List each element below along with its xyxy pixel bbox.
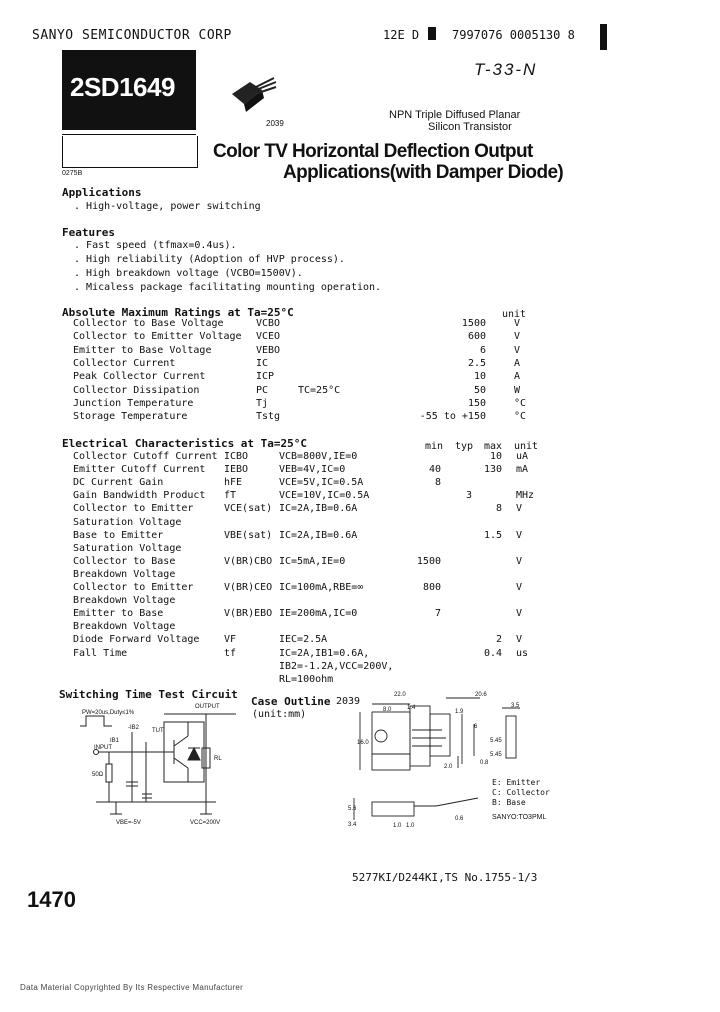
dim-0-8: 0.8 (480, 760, 489, 766)
company-name: SANYO SEMICONDUCTOR CORP (32, 28, 232, 43)
elec-row (0, 490, 560, 503)
dim-5-45-b: 5.45 (490, 752, 502, 758)
abs-max-param: Peak Collector Current (73, 371, 206, 383)
elec-param: Diode Forward Voltage (73, 634, 200, 646)
handwritten-note: T-33-N (474, 60, 538, 79)
elec-min: 40 (428, 464, 441, 476)
elec-unit-header: unit (514, 441, 539, 452)
elec-min: 1500 (416, 555, 441, 567)
elec-symbol: V(BR)CEO (224, 582, 273, 593)
elec-row (0, 608, 560, 621)
elec-row (0, 451, 560, 464)
elec-symbol: fT (224, 490, 237, 502)
transistor-type-line2: Silicon Transistor (428, 121, 512, 133)
elec-min: 7 (434, 608, 441, 620)
elec-condition: VCE=5V,IC=0.5A (279, 477, 364, 489)
elec-param: Collector to Base (73, 555, 176, 567)
case-outline-heading: Case Outline (251, 695, 331, 708)
circuit-output-label: OUTPUT (195, 704, 220, 710)
elec-symbol: ICBO (224, 451, 249, 462)
elec-row (0, 477, 560, 490)
elec-param: DC Current Gain (73, 477, 164, 489)
abs-max-unit: V (514, 344, 521, 356)
abs-max-value: 600 (467, 331, 486, 343)
circuit-vcc-label: VCC=200V (190, 820, 221, 826)
case-outline-code: 2039 (336, 696, 361, 707)
abs-max-param: Storage Temperature (73, 411, 188, 423)
elec-max: 130 (483, 464, 502, 476)
abs-max-symbol: VEBO (256, 344, 281, 356)
circuit-ib2-label: -IB2 (128, 725, 140, 731)
package-name: SANYO:TO3PML (492, 814, 547, 821)
abs-max-param: Collector Dissipation (73, 384, 200, 396)
abs-max-row (0, 318, 560, 331)
part-box-lower (62, 136, 198, 168)
part-number-box (62, 50, 196, 130)
elec-unit: V (516, 529, 523, 541)
switching-circuit-diagram (76, 702, 246, 832)
abs-max-unit: °C (514, 411, 527, 423)
copyright-notice: Data Material Copyrighted By Its Respective Manufacturer (20, 983, 244, 992)
dim-1-9: 1.9 (455, 709, 464, 715)
elec-symbol: V(BR)EBO (224, 608, 273, 620)
elec-row (0, 543, 560, 556)
abs-max-symbol: VCBO (256, 318, 281, 329)
elec-row (0, 634, 560, 647)
elec-unit: V (516, 608, 523, 620)
abs-max-symbol: VCEO (256, 331, 281, 343)
elec-condition: IE=200mA,IC=0 (279, 608, 358, 620)
elec-max: 10 (489, 451, 502, 462)
legend-collector: C: Collector (492, 788, 550, 797)
small-code: 0275B (62, 170, 83, 177)
elec-unit: V (516, 503, 523, 515)
feature-item: . High breakdown voltage (VCBO=1500V). (74, 268, 303, 279)
dim-5-45-a: 5.45 (490, 738, 502, 744)
dim-0-6: 0.6 (455, 816, 464, 822)
elec-row (0, 517, 560, 530)
abs-max-value: 1500 (461, 318, 486, 329)
elec-param: Emitter Cutoff Current (73, 464, 206, 476)
circuit-rl-label: RL (214, 756, 222, 762)
dim-5-6: 5.6 (348, 806, 357, 812)
abs-max-param: Collector to Emitter Voltage (73, 331, 242, 343)
abs-max-row (0, 398, 560, 411)
abs-max-unit: A (514, 357, 521, 369)
circuit-ib1-label: IB1 (110, 738, 120, 744)
part-box-divider (62, 134, 196, 135)
abs-max-row (0, 331, 560, 344)
abs-max-row (0, 371, 560, 384)
elec-symbol: hFE (224, 477, 243, 489)
elec-min: 800 (422, 582, 441, 593)
abs-max-value: 50 (473, 384, 486, 396)
abs-max-value: 10 (473, 371, 486, 383)
page-number: 1470 (27, 887, 76, 912)
case-outline-unit: (unit:mm) (252, 709, 307, 720)
elec-row (0, 530, 560, 543)
title-line1: Color TV Horizontal Deflection Output (213, 141, 533, 162)
dim-1-0-b: 1.0 (406, 823, 415, 829)
elec-param: Gain Bandwidth Product (73, 490, 206, 502)
elec-max: 8 (495, 503, 502, 515)
part-number: 2SD1649 (70, 72, 175, 102)
elec-unit: V (516, 582, 523, 593)
header-bar (600, 24, 607, 50)
elec-min: 8 (434, 477, 441, 489)
elec-param: Saturation Voltage (73, 542, 182, 554)
abs-max-param: Collector Current (73, 357, 176, 369)
abs-max-symbol: ICP (256, 371, 275, 383)
abs-max-param: Junction Temperature (73, 397, 194, 409)
dim-3-5: 3.5 (511, 703, 520, 709)
elec-condition: VEB=4V,IC=0 (279, 464, 346, 476)
dim-1-4: 1.4 (407, 705, 416, 711)
elec-max-header: max (484, 441, 503, 452)
elec-param: Base to Emitter (73, 529, 164, 541)
abs-max-symbol: PC (256, 384, 269, 396)
elec-max: 2 (495, 634, 502, 646)
abs-max-value: 2.5 (467, 357, 486, 369)
case-outline-drawing (350, 694, 530, 834)
circuit-pw-label: PW=20us,Duty≤1% (82, 710, 135, 716)
elec-symbol: VBE(sat) (224, 529, 273, 541)
abs-max-row (0, 358, 560, 371)
elec-unit: uA (516, 451, 529, 462)
feature-item: . High reliability (Adoption of HVP process). (74, 254, 345, 265)
switching-heading: Switching Time Test Circuit (59, 688, 238, 701)
abs-max-row (0, 411, 560, 424)
elec-unit: V (516, 634, 523, 646)
applications-item: . High-voltage, power switching (74, 201, 261, 212)
dim-1-0-a: 1.0 (393, 823, 402, 829)
elec-unit: mA (516, 464, 529, 476)
circuit-50ohm-label: 50Ω (92, 772, 104, 778)
elec-param: Collector to Emitter (73, 582, 194, 593)
header-code-block: 12E D (383, 28, 420, 42)
transistor-type-line1: NPN Triple Diffused Planar (389, 109, 521, 121)
elec-row (0, 648, 560, 661)
elec-typ: 3 (465, 490, 472, 502)
features-heading: Features (62, 226, 115, 239)
abs-max-unit: W (514, 384, 521, 396)
elec-unit: MHz (516, 490, 535, 502)
abs-max-unit-header: unit (502, 309, 527, 320)
elec-symbol: VCE(sat) (224, 503, 273, 515)
elec-row (0, 661, 560, 674)
elec-param: Breakdown Voltage (73, 621, 176, 633)
circuit-input-label: INPUT (94, 745, 112, 751)
abs-max-unit: V (514, 331, 521, 343)
dim-8-0: 8.0 (383, 707, 392, 713)
elec-condition: IC=2A,IB1=0.6A, (279, 647, 370, 659)
elec-heading: Electrical Characteristics at Ta=25°C (62, 437, 308, 450)
elec-param: Saturation Voltage (73, 516, 182, 528)
elec-row (0, 621, 560, 634)
header-code-numbers: 7997076 0005130 8 (452, 28, 575, 42)
elec-unit: us (516, 647, 529, 659)
dim-20-6: 20.6 (475, 692, 487, 698)
elec-condition: VCE=10V,IC=0.5A (279, 490, 370, 502)
abs-max-value: 150 (467, 397, 486, 409)
legend-base: B: Base (492, 798, 526, 807)
abs-max-row (0, 345, 560, 358)
feature-item: . Micaless package facilitating mounting operation. (74, 282, 382, 293)
elec-row (0, 595, 560, 608)
abs-max-unit: A (514, 371, 521, 383)
dim-16-0: 16.0 (357, 740, 369, 746)
elec-param: Breakdown Voltage (73, 568, 176, 580)
abs-max-row (0, 385, 560, 398)
abs-max-heading: Absolute Maximum Ratings at Ta=25°C (62, 306, 294, 319)
abs-max-symbol: Tj (256, 397, 269, 409)
elec-max: 1.5 (483, 529, 502, 541)
elec-row (0, 503, 560, 516)
header-marker (428, 27, 436, 40)
elec-condition: IC=2A,IB=0.6A (279, 503, 358, 515)
elec-condition: VCB=800V,IE=0 (279, 451, 358, 462)
abs-max-condition: TC=25°C (298, 384, 341, 396)
abs-max-unit: °C (514, 397, 527, 409)
elec-symbol: IEBO (224, 464, 249, 476)
abs-max-symbol: Tstg (256, 411, 281, 423)
applications-heading: Applications (62, 186, 142, 199)
elec-param: Collector Cutoff Current (73, 451, 218, 462)
abs-max-unit: V (514, 318, 521, 329)
elec-row (0, 582, 560, 595)
elec-row (0, 569, 560, 582)
elec-param: Collector to Emitter (73, 503, 194, 515)
doc-number: 5277KI/D244KI,TS No.1755-1/3 (352, 871, 538, 884)
dim-3-4: 3.4 (348, 822, 357, 828)
feature-item: . Fast speed (tfmax=0.4us). (74, 240, 237, 251)
elec-symbol: VF (224, 634, 237, 646)
elec-row (0, 674, 560, 687)
circuit-tut-label: TUT (152, 728, 164, 734)
elec-condition: IEC=2.5A (279, 634, 328, 646)
elec-condition: RL=100ohm (279, 673, 334, 685)
elec-unit: V (516, 555, 523, 567)
elec-symbol: V(BR)CBO (224, 555, 273, 567)
elec-condition: IB2=-1.2A,VCC=200V, (279, 660, 394, 672)
elec-typ-header: typ (455, 441, 474, 452)
dim-6: 6 (474, 724, 478, 730)
elec-param: Emitter to Base (73, 608, 164, 620)
title-line2: Applications(with Damper Diode) (283, 162, 564, 183)
circuit-vbe-label: VBE=-5V (116, 820, 141, 826)
transistor-package-icon (228, 76, 278, 120)
elec-param: Fall Time (73, 647, 128, 659)
dim-2-0: 2.0 (444, 764, 453, 770)
elec-symbol: tf (224, 647, 237, 659)
abs-max-value: 6 (479, 344, 486, 356)
dim-22-0: 22.0 (394, 692, 406, 698)
abs-max-param: Emitter to Base Voltage (73, 344, 212, 356)
legend-emitter: E: Emitter (492, 778, 541, 787)
elec-param: Breakdown Voltage (73, 595, 176, 607)
abs-max-param: Collector to Base Voltage (73, 318, 224, 329)
elec-row (0, 556, 560, 569)
elec-min-header: min (425, 441, 444, 452)
elec-condition: IC=100mA,RBE=∞ (279, 582, 364, 593)
abs-max-value: -55 to +150 (419, 411, 486, 423)
elec-row (0, 464, 560, 477)
elec-max: 0.4 (483, 647, 502, 659)
elec-condition: IC=2A,IB=0.6A (279, 529, 358, 541)
elec-condition: IC=5mA,IE=0 (279, 555, 346, 567)
abs-max-symbol: IC (256, 357, 269, 369)
package-code: 2039 (266, 119, 284, 128)
